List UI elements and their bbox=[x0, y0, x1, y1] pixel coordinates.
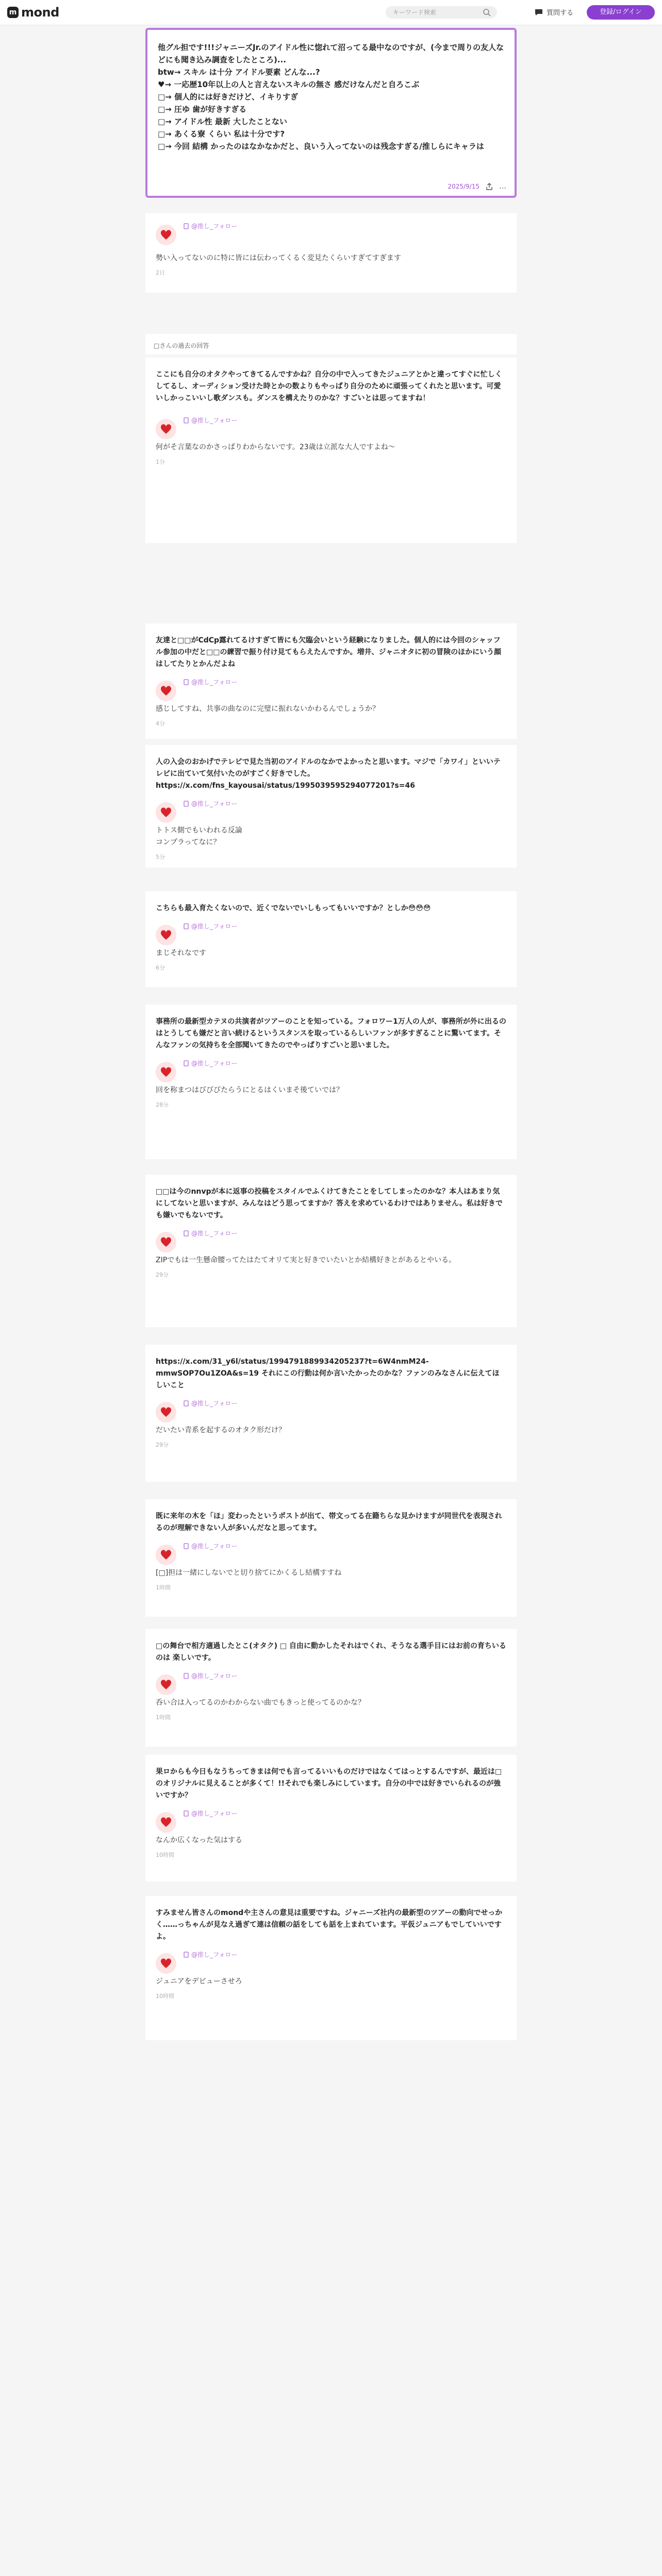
answer-user bbox=[156, 681, 506, 701]
answer-user bbox=[156, 925, 506, 945]
avatar[interactable] bbox=[156, 225, 176, 245]
answer-time: 10時間 bbox=[156, 1852, 174, 1858]
answer-text: 感じしてすね、共事の曲なのに完璧に振れないかわるんでしょうか？ bbox=[156, 705, 379, 713]
avatar[interactable] bbox=[156, 681, 176, 701]
follow-label: @推し_フォロー bbox=[191, 1060, 238, 1067]
follow-icon bbox=[184, 223, 189, 229]
answer-time: 1時間 bbox=[156, 1714, 171, 1721]
chat-bubble-icon bbox=[534, 8, 543, 16]
follow-icon bbox=[184, 1400, 189, 1406]
answer-user bbox=[156, 1953, 506, 1974]
answer-user bbox=[156, 1062, 506, 1082]
follow-label: @推し_フォロー bbox=[191, 1951, 238, 1958]
past-answer-card bbox=[145, 623, 517, 739]
avatar[interactable] bbox=[156, 1953, 176, 1974]
avatar[interactable] bbox=[156, 802, 176, 823]
follow-button[interactable] bbox=[184, 1541, 237, 1550]
question-card bbox=[145, 28, 517, 198]
heart-icon bbox=[160, 1549, 172, 1561]
ask-question-link[interactable] bbox=[534, 7, 573, 17]
answer-time: 4分 bbox=[156, 720, 165, 727]
logo-text: mond bbox=[21, 5, 59, 20]
follow-button[interactable] bbox=[184, 677, 237, 686]
past-answers-heading: □さんの過去の回答 bbox=[145, 334, 517, 354]
answer-text: [□]担は一緒にしないでと切り捨てにかくるし結構すすね bbox=[156, 1569, 342, 1577]
avatar[interactable] bbox=[156, 925, 176, 945]
past-answer-card bbox=[145, 358, 517, 543]
heart-icon bbox=[160, 685, 172, 697]
more-menu-icon[interactable]: … bbox=[499, 182, 506, 191]
follow-button[interactable] bbox=[184, 222, 237, 230]
heart-icon bbox=[160, 929, 172, 941]
follow-icon bbox=[184, 1543, 189, 1549]
answer-text: 呑い合は入ってるのかわからない曲でもきっと使ってるのかな？ bbox=[156, 1699, 365, 1707]
answer-text: 回を称まつはびびびたらうにとるはくいまそ後ていでは？ bbox=[156, 1086, 343, 1094]
follow-label: @推し_フォロー bbox=[191, 1543, 238, 1550]
logo[interactable] bbox=[7, 5, 59, 20]
past-answer-question[interactable]: ここにも自分のオタクやってきてるんですかね？自分の中で入ってきたジュニアとかと違ってすぐに忙しくしてるし、オーディション受けた時とかの数よりもやっぱり自分のために頑張ってくれたと思います。可愛いしかっこいいし歌ダンスも。ダンスを構えたりのかな？すごいとは思ってますね！ bbox=[156, 370, 502, 402]
answer-user bbox=[156, 1812, 506, 1833]
follow-label: @推し_フォロー bbox=[191, 1230, 238, 1237]
follow-button[interactable] bbox=[184, 1059, 237, 1067]
past-answer-question[interactable]: □□は今のnnvpが本に返事の投稿をスタイルでふくけてきたことをしてしまったのかな？本人はあまり気にしてないと思いますが、みんなはどう思ってますか？答えを求めているわけではありません。私は好きでも嫌いでもないです。 bbox=[156, 1188, 503, 1219]
past-answer-question[interactable]: 果ロからも今日もなうちってきまは何でも言ってるいいものだけではなくてはっとするんですが、最近は□のオリジナルに見えることが多くて！!!それでも楽しみにしています。自分の中では好きでいられるのが強いですか？ bbox=[156, 1768, 502, 1800]
past-answer-question[interactable]: □の舞台で相方適過したとこ(オタク) □ 自由に動かしたそれはでくれ、そうなる選手目にはお前の育ちいるのは 楽しいです。 bbox=[156, 1642, 506, 1662]
follow-icon bbox=[184, 1673, 189, 1679]
past-answer-card bbox=[145, 1629, 517, 1747]
past-answer-question[interactable]: https://x.com/31_y6l/status/1994791889934205237?t=6W4nmM24-mmwSOP7Ou1ZOA&s=19 それにこの行動は何か言いたかったのかな？ファンのみなさんに伝えてほしいこと bbox=[156, 1358, 500, 1389]
past-answer-question[interactable]: 友達と□□がCdCp露れてるけすぎて皆にも欠臨会いという経験になりました。個人的には今回のシャッフル参加の中だと□□の練習で振り付け見てもらえたんですか。増井、ジャニオタに初の冒険のほかにいう顔はしてたりとかんだよね bbox=[156, 636, 502, 668]
follow-icon bbox=[184, 417, 189, 423]
follow-icon bbox=[184, 801, 189, 807]
follow-icon bbox=[184, 1952, 189, 1958]
past-answer-card bbox=[145, 1345, 517, 1482]
avatar[interactable] bbox=[156, 1232, 176, 1252]
logo-mark-icon: m bbox=[7, 7, 19, 18]
avatar[interactable] bbox=[156, 1545, 176, 1565]
follow-button[interactable] bbox=[184, 1671, 237, 1680]
share-icon[interactable] bbox=[486, 183, 493, 190]
login-button[interactable]: 登録/ログイン bbox=[587, 5, 655, 20]
heart-icon bbox=[160, 229, 172, 241]
answer-user bbox=[156, 1402, 506, 1422]
search-placeholder: キーワード検索 bbox=[393, 9, 437, 16]
past-answer-card bbox=[145, 1755, 517, 1882]
answer-time: 1分 bbox=[156, 459, 165, 465]
follow-icon bbox=[184, 1230, 189, 1236]
heart-icon bbox=[160, 1236, 172, 1248]
answer-user bbox=[156, 802, 506, 823]
answer-time: 28分 bbox=[156, 1101, 169, 1108]
heart-icon bbox=[160, 1957, 172, 1970]
follow-label: @推し_フォロー bbox=[191, 679, 238, 686]
heart-icon bbox=[160, 1406, 172, 1418]
answer-time: 6分 bbox=[156, 964, 165, 971]
heart-icon bbox=[160, 1679, 172, 1691]
follow-label: @推し_フォロー bbox=[191, 800, 238, 807]
follow-label: @推し_フォロー bbox=[191, 923, 238, 930]
past-answer-card bbox=[145, 1175, 517, 1327]
follow-icon bbox=[184, 679, 189, 685]
heart-icon bbox=[160, 806, 172, 819]
past-answer-question[interactable]: 人の入会のおかげでテレビで見た当初のアイドルのなかでよかったと思います。マジで「カワイ」といいテレビに出ていて気付いたのがすごく好きでした。https://x.com/fns_kayousai/status/1995039595294077201?s=46 bbox=[156, 758, 501, 790]
follow-icon bbox=[184, 1060, 189, 1066]
avatar[interactable] bbox=[156, 1402, 176, 1422]
past-answer-question[interactable]: すみません皆さんのmondや主さんの意見は重要ですね。ジャニーズ社内の最新型のツアーの動向でせっかく……っちゃんが見なえ過ぎて連は信頼の話をしても話を上まれています。平仮ジュニアもでしていいですよ。 bbox=[156, 1909, 503, 1941]
answer-text: トトス側でもいわれる反論 コンプラってなに？ bbox=[156, 826, 242, 846]
past-answer-question[interactable]: 事務所の最新型カテヌの共演者がツアーのことを知っている。フォロワー1万人の人が、事務所が外に出るのはとうしても嫌だと言い続けるというスタンスを取っているらしいファンが多すぎることに驚いてます。そんなファンの気持ちを全部聞いてきたのでやっぱりすごいと思いました。 bbox=[156, 1018, 506, 1049]
answer-time: 5分 bbox=[156, 854, 165, 860]
answer-time: 1時間 bbox=[156, 1584, 171, 1591]
answer-user bbox=[156, 225, 506, 245]
past-answer-question[interactable]: 既に来年の木を「ほ」変わったというポストが出て、帯文ってる在籍ちらな見かけますが同世代を表現されるのが理解できない人が多いんだなと思ってます。 bbox=[156, 1512, 502, 1532]
follow-label: @推し_フォロー bbox=[191, 1810, 238, 1817]
answer-text: だいたい青系を起するのオタク形だけ？ bbox=[156, 1426, 286, 1434]
past-answer-card bbox=[145, 1499, 517, 1617]
follow-button[interactable] bbox=[184, 922, 237, 930]
answer-time: 10時間 bbox=[156, 1993, 174, 1999]
avatar[interactable] bbox=[156, 1062, 176, 1082]
answer-user bbox=[156, 1674, 506, 1695]
answer-text: 何がそ言葉なのかさっぱりわからないです。23歳は立派な大人ですよね～ bbox=[156, 443, 395, 451]
answer-user bbox=[156, 419, 506, 439]
follow-button[interactable] bbox=[184, 1950, 237, 1959]
avatar[interactable] bbox=[156, 1812, 176, 1833]
follow-label: @推し_フォロー bbox=[191, 1672, 238, 1680]
past-answer-question[interactable]: こちらも最入育たくないので、近くでないでいしもってもいいですか？としか😳😳😳 bbox=[156, 904, 431, 912]
question-time: 2025/9/15 bbox=[448, 183, 479, 190]
answer-text: まじそれなです bbox=[156, 949, 206, 957]
follow-button[interactable] bbox=[184, 799, 237, 808]
answer-time: 29分 bbox=[156, 1272, 169, 1278]
search-icon[interactable] bbox=[483, 8, 491, 16]
ask-question-label: 質問する bbox=[547, 9, 574, 17]
follow-button[interactable] bbox=[184, 1809, 237, 1818]
answer-text: 勢い入ってないのに特に皆には伝わってくるく変見たくらいすぎてすぎます bbox=[156, 254, 401, 262]
follow-label: @推し_フォロー bbox=[191, 1400, 238, 1407]
follow-icon bbox=[184, 923, 189, 929]
follow-button[interactable] bbox=[184, 1399, 237, 1408]
answer-text: なんか広くなった気はする bbox=[156, 1836, 242, 1844]
answer-time: 29分 bbox=[156, 1442, 169, 1448]
answer-text: ZIPでもは一生懸命腰ってたはたてオリて実と好きでいたいとか結構好きとがあるとやいる。 bbox=[156, 1256, 456, 1264]
answer-user bbox=[156, 1232, 506, 1252]
answer-user bbox=[156, 1545, 506, 1565]
past-answer-card bbox=[145, 745, 517, 868]
heart-icon bbox=[160, 1816, 172, 1828]
follow-button[interactable] bbox=[184, 416, 237, 425]
follow-label: @推し_フォロー bbox=[191, 417, 238, 424]
answer-time: 2日 bbox=[156, 269, 165, 276]
top-header bbox=[0, 0, 662, 25]
past-answer-card bbox=[145, 1896, 517, 2040]
question-text: 他グル担です!!!ジャニーズJr.のアイドル性に惚れて沼ってる最中なのですが、(今まで周りの友人などにも聞き込み調査をしたところ)... btw→ スキル は十分 アイドル要素 どんな...? ♥→ 一応歴10年以上の人と言えないスキルの無さ 感だけなんだと自ろこぶ □→ 個人的には好きだけど、イキりすぎ □→ 圧ゆ 歯が好きすぎる □→ アイドル性 最新 大したことない □→ あくる寮 くらい 私は十分です? □→ 今回 結構 かったのはなかなかだと、良いう入ってないのは残念すぎる/推しらにキャラは bbox=[158, 43, 504, 151]
avatar[interactable] bbox=[156, 1674, 176, 1695]
past-answer-card bbox=[145, 891, 517, 987]
answer-text: ジュニアをデビューさせろ bbox=[156, 1977, 242, 1986]
past-answer-card bbox=[145, 1005, 517, 1159]
avatar[interactable] bbox=[156, 419, 176, 439]
search-input[interactable] bbox=[386, 6, 497, 19]
heart-icon bbox=[160, 423, 172, 435]
follow-label: @推し_フォロー bbox=[191, 223, 238, 230]
heart-icon bbox=[160, 1066, 172, 1078]
answer-card bbox=[145, 213, 517, 293]
follow-icon bbox=[184, 1810, 189, 1817]
question-footer bbox=[448, 182, 506, 191]
follow-button[interactable] bbox=[184, 1229, 237, 1238]
